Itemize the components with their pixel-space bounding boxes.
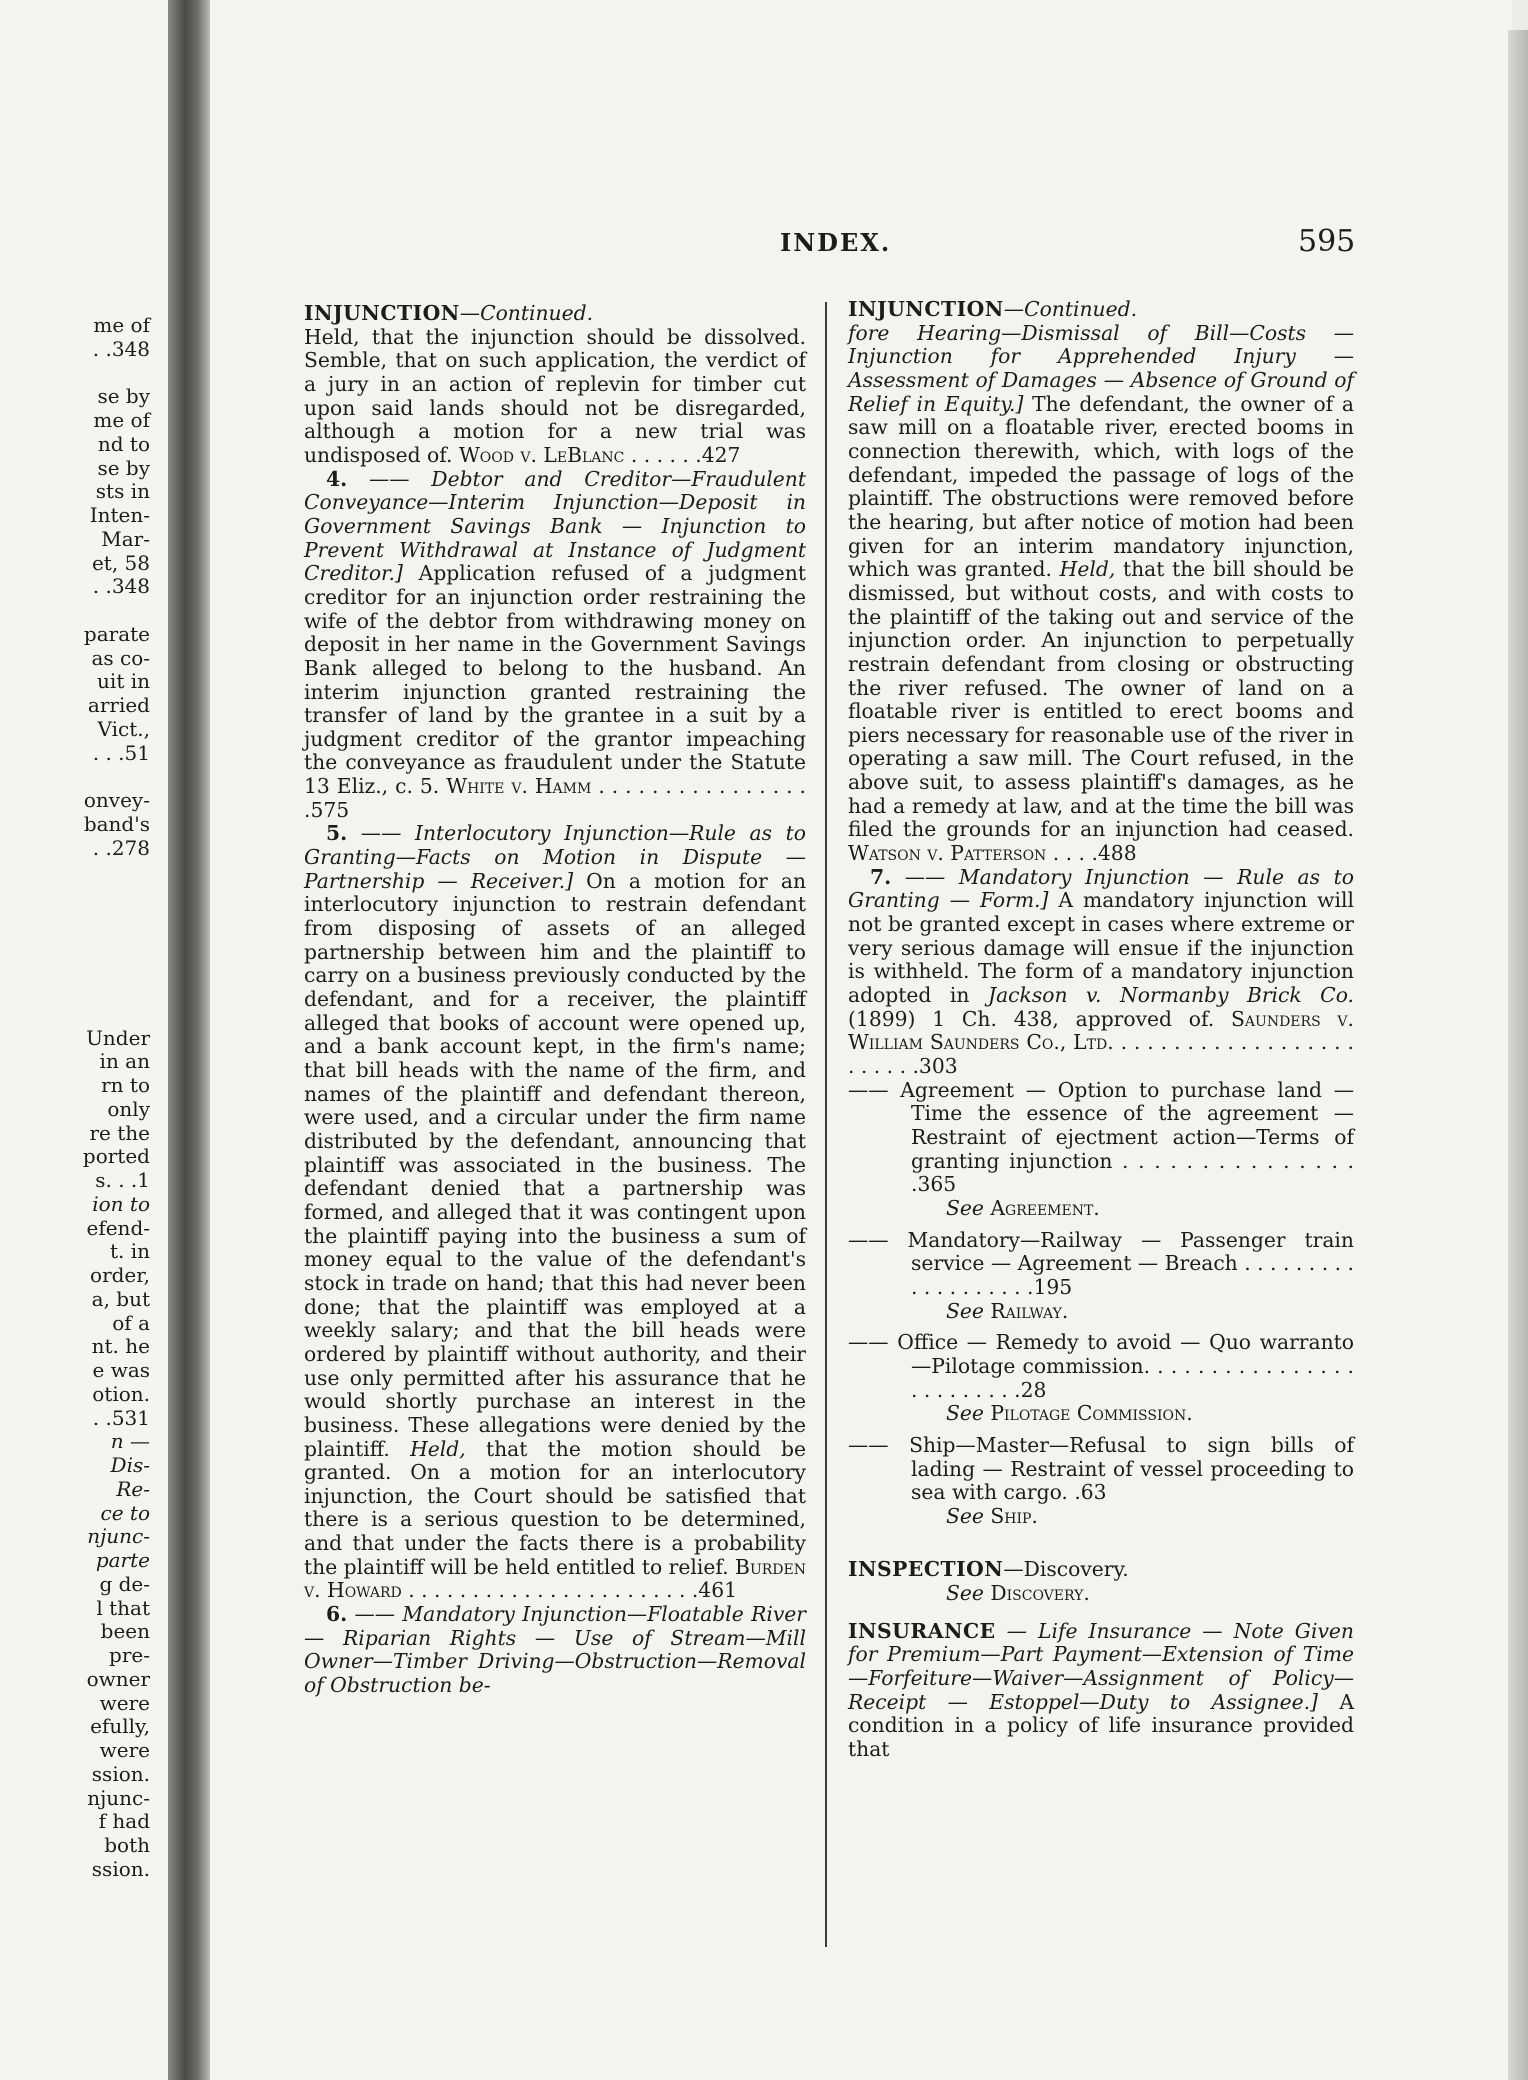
previous-page-line: t. in bbox=[109, 1239, 150, 1263]
entry-topic: —— Interlocutory Injunction—Rule as to Granting—Facts on Motion in Dispute — Partnership — Receiver.] bbox=[304, 821, 806, 893]
previous-page-line: pre- bbox=[109, 1643, 150, 1667]
previous-page-line: Vict., bbox=[97, 717, 150, 741]
previous-page-line: ssion. bbox=[91, 1762, 150, 1786]
index-entry-6-cont bbox=[848, 322, 1354, 866]
previous-page-line: re the bbox=[89, 1121, 150, 1145]
index-entry-6 bbox=[304, 1603, 806, 1698]
previous-page-line: band's bbox=[83, 812, 150, 836]
see-word: See bbox=[946, 1195, 984, 1220]
see-target: Ship. bbox=[990, 1503, 1038, 1528]
previous-page-line: owner bbox=[86, 1667, 150, 1691]
entry-text: (1899) 1 Ch. 438, approved of. bbox=[848, 1006, 1215, 1031]
previous-page-line: . .531 bbox=[92, 1406, 150, 1430]
previous-page-line: sts in bbox=[95, 479, 150, 503]
index-entry-inspection bbox=[848, 1558, 1354, 1582]
previous-page-line: me of bbox=[93, 313, 150, 337]
previous-page-line: only bbox=[107, 1097, 150, 1121]
cross-reference: —— Mandatory—Railway — Passenger train service — Agreement — Breach . . . . . . . . . . . . . . . . . . .195 bbox=[848, 1227, 1354, 1299]
see-word: See bbox=[946, 1503, 984, 1528]
index-entry-insurance bbox=[848, 1620, 1354, 1762]
entry-number: 4. bbox=[326, 466, 348, 491]
see-word: See bbox=[946, 1298, 984, 1323]
page-edge bbox=[1508, 30, 1528, 2080]
heading-inspection: INSPECTION bbox=[848, 1557, 1004, 1582]
previous-page-line: n — bbox=[110, 1429, 150, 1453]
previous-page-line: both bbox=[104, 1833, 150, 1857]
previous-page-line: a, but bbox=[91, 1287, 150, 1311]
previous-page-line: parte bbox=[95, 1548, 150, 1572]
cross-reference: —— Agreement — Option to purchase land — Time the essence of the agreement — Restraint of ejectment action—Terms of granting injunction . . . . . . . . . . . . . . . .365 bbox=[848, 1077, 1354, 1197]
page-ref: . . . .488 bbox=[1052, 841, 1137, 866]
previous-page-line: f had bbox=[98, 1809, 150, 1833]
see-reference bbox=[848, 1582, 1354, 1606]
previous-page-line: parate bbox=[83, 622, 150, 646]
previous-page-line: onvey- bbox=[83, 788, 150, 812]
case-name: Watson v. Patterson bbox=[848, 841, 1047, 866]
held-word: Held, bbox=[1059, 557, 1116, 582]
index-entry-7 bbox=[848, 866, 1354, 1079]
previous-page-line: ce to bbox=[100, 1501, 150, 1525]
see-target: Agreement. bbox=[990, 1195, 1100, 1220]
previous-page-line: were bbox=[99, 1738, 150, 1762]
entry-text: A condition in a policy of life insurance provided that bbox=[848, 1689, 1354, 1762]
previous-page-line: efully, bbox=[90, 1714, 150, 1738]
see-word: See bbox=[946, 1401, 984, 1426]
column-rule bbox=[825, 302, 827, 1947]
previous-page-line: Inten- bbox=[89, 503, 150, 527]
entry-text: The defendant, the owner of a saw mill on a floatable river, erected booms in connection therewith, which, with logs of the defendant, impeded the passage of logs of the plaintiff. The obstructions were removed before the hearing, but after notice of motion had been given for an interim mandatory injunction, which was granted. bbox=[848, 391, 1354, 582]
entry-number: 6. bbox=[326, 1602, 348, 1627]
cross-reference: —— Office — Remedy to avoid — Quo warranto—Pilotage commission. . . . . . . . . . . . . . . . . . . . . . . . .28 bbox=[848, 1330, 1354, 1402]
previous-page-line: njunc- bbox=[87, 1786, 150, 1810]
previous-page-line: me of bbox=[93, 408, 150, 432]
cross-reference: —— Ship—Master—Refusal to sign bills of lading — Restraint of vessel proceeding to sea with cargo. .63 bbox=[848, 1432, 1354, 1505]
running-header: INDEX. bbox=[780, 228, 892, 257]
previous-page-line: ion to bbox=[92, 1192, 150, 1216]
right-column bbox=[848, 298, 1354, 1762]
previous-page-line: Mar- bbox=[101, 527, 150, 551]
previous-page-line: . .348 bbox=[92, 337, 150, 361]
previous-page-line: nd to bbox=[97, 432, 150, 456]
column-heading bbox=[848, 298, 1354, 322]
previous-page-line: in an bbox=[99, 1049, 150, 1073]
heading-insurance: INSURANCE bbox=[848, 1618, 996, 1643]
index-entry bbox=[304, 326, 806, 468]
entry-text: Held, that the injunction should be dissolved. Semble, that on such application, the verdict of a jury in an action of replevin for timber cut upon said lands should not be disregarded, although a motion for a new trial was undisposed of. bbox=[304, 324, 806, 467]
entry-topic: — Life Insurance — Note Given for Premium—Part Payment—Extension of Time—Forfeiture—Waiver—Assignment of Policy—Receipt — Estoppel—Duty to Assignee.] bbox=[848, 1618, 1354, 1714]
see-target: Pilotage Commission. bbox=[990, 1401, 1193, 1426]
previous-page-line: l that bbox=[96, 1596, 150, 1620]
previous-page-line: efend- bbox=[86, 1216, 150, 1240]
page-ref: . . . . . . . . . . . . . . . . . . . . . . .461 bbox=[408, 1578, 738, 1603]
see-reference bbox=[848, 1197, 1354, 1221]
heading-continued: —Continued. bbox=[1003, 297, 1138, 321]
previous-page-line: of a bbox=[112, 1311, 150, 1335]
case-name: Burden v. Howard bbox=[304, 1554, 806, 1603]
previous-page-line: s. . .1 bbox=[95, 1168, 150, 1192]
previous-page-text bbox=[0, 0, 168, 2080]
heading-injunction: INJUNCTION bbox=[304, 301, 460, 325]
entry-topic: —— Mandatory Injunction — Rule as to Granting — Form.] bbox=[848, 864, 1354, 913]
previous-page-line: ssion. bbox=[91, 1857, 150, 1881]
see-target: Discovery. bbox=[990, 1581, 1090, 1606]
book-gutter bbox=[168, 0, 210, 2080]
page-number: 595 bbox=[1298, 224, 1356, 259]
previous-page-line: otion. bbox=[92, 1382, 150, 1406]
entry-topic: —— Mandatory Injunction—Floatable River — Riparian Rights — Use of Stream—Mill Owner—Timber Driving—Obstruction—Removal of Obstruction be- bbox=[304, 1602, 806, 1698]
previous-page-line: order, bbox=[90, 1263, 150, 1287]
previous-page-line: g de- bbox=[99, 1572, 150, 1596]
previous-page-line: Under bbox=[86, 1026, 150, 1050]
previous-page-line: were bbox=[99, 1691, 150, 1715]
previous-page-line: as co- bbox=[91, 646, 150, 670]
see-word: See bbox=[946, 1581, 984, 1606]
previous-page-line: uit in bbox=[97, 669, 150, 693]
see-reference bbox=[848, 1300, 1354, 1324]
previous-page-line: nt. he bbox=[91, 1334, 150, 1358]
previous-page-line: e was bbox=[92, 1358, 150, 1382]
heading-continued: —Continued. bbox=[459, 301, 594, 325]
case-name: Wood v. LeBlanc bbox=[458, 442, 625, 467]
entry-topic: —— Debtor and Creditor—Fraudulent Conveyance—Interim Injunction—Deposit in Government Savings Bank — Injunction to Prevent Withdrawal at Instance of Judgment Creditor.] bbox=[304, 466, 806, 586]
heading-injunction: INJUNCTION bbox=[848, 297, 1004, 321]
previous-page-line: et, 58 bbox=[91, 551, 150, 575]
previous-page-line: ported bbox=[82, 1144, 150, 1168]
case-name: White v. Hamm bbox=[446, 774, 592, 799]
previous-page-line: njunc- bbox=[87, 1524, 150, 1548]
see-target: Railway. bbox=[990, 1298, 1069, 1323]
held-word: Held, bbox=[410, 1436, 466, 1461]
previous-page-line: . .278 bbox=[92, 836, 150, 860]
page-ref: . . . . . .427 bbox=[630, 442, 741, 467]
entry-text: Application refused of a judgment creditor for an injunction order restraining the wife of the debtor from withdrawing money on deposit in her name in the Government Savings Bank alleged to belong to the husband. An interim injunction granted restraining the transfer of land by the grantee in a suit by a judgment creditor of the grantor impeaching the conveyance as fraudulent under the Statute 13 Eliz., c. 5. bbox=[304, 561, 806, 799]
entry-text: that the motion should be granted. On a motion for an interlocutory injunction, the Court should be satisfied that there is a serious question to be determined, and that under the facts there is a probability the plaintiff will be held entitled to relief. bbox=[304, 1436, 806, 1579]
see-reference bbox=[848, 1402, 1354, 1426]
entry-number: 7. bbox=[870, 864, 892, 889]
entry-text: On a motion for an interlocutory injunction to restrain defendant from disposing of assets of an alleged partnership between him and the plaintiff to carry on a business previously conducted by the defendant, and for a receiver, the plaintiff alleged that books of account were opened up, and a bank account kept, in the firm's name; that bill heads with the name of the firm, and names of the plaintiff and defendant thereon, were used, and a circular under the firm name distributed by the defendant, announcing that plaintiff was associated in the business. The defendant denied that a partnership was formed, and alleged that it was contingent upon the plaintiff paying into the business a sum of money equal to the value of the defendant's stock in trade on hand; that this had never been done; that the plaintiff was employed at a weekly salary; and that the bill heads were ordered by plaintiff without authority, and their use only permitted after his assurance that he would shortly purchase an interest in the business. These allegations were denied by the plaintiff. bbox=[304, 868, 807, 1461]
previous-page-line: been bbox=[100, 1619, 150, 1643]
previous-page-line: . . .51 bbox=[92, 741, 150, 765]
previous-page-line: rn to bbox=[101, 1073, 150, 1097]
previous-page-line: Re- bbox=[116, 1477, 150, 1501]
index-entry-5 bbox=[304, 822, 806, 1603]
left-column bbox=[304, 302, 806, 1698]
page-ref: . . . . . . . . . . . . . . . . . . . . . . . .303 bbox=[848, 1030, 1354, 1078]
entry-topic: fore Hearing—Dismissal of Bill—Costs — Injunction for Apprehended Injury — Assessment of Damages — Absence of Ground of Relief in Equity.] bbox=[848, 320, 1354, 416]
page-ref: . . . . . . . . . . . . . . . . .575 bbox=[304, 774, 807, 822]
previous-page-line: arried bbox=[87, 693, 150, 717]
previous-page-line: se by bbox=[97, 384, 150, 408]
entry-number: 5. bbox=[326, 821, 348, 846]
previous-page-line: Dis- bbox=[110, 1453, 150, 1477]
previous-page-line: se by bbox=[97, 456, 150, 480]
case-name: Saunders v. William Saunders Co., Ltd. bbox=[848, 1006, 1354, 1055]
case-citation: Jackson v. Normanby Brick Co. bbox=[987, 983, 1354, 1008]
column-heading bbox=[304, 302, 806, 326]
entry-text: —Discovery. bbox=[1003, 1557, 1129, 1582]
entry-text: A mandatory injunction will not be granted except in cases where extreme or very serious damage will ensue if the injunction is withheld. The form of a mandatory injunction adopted in bbox=[848, 888, 1354, 1008]
entry-text: that the bill should be dismissed, but without costs, and with costs to the plaintiff of the taking out and service of the injunction order. An injunction to perpetually restrain defendant from closing or obstructing the river refused. The owner of land on a floatable river is entitled to erect booms and piers necessary for reasonable use of the river in operating a saw mill. The Court refused, in the above suit, to assess plaintiff's damages, as he had a remedy at law, and at the time the bill was filed the grounds for an injunction had ceased. bbox=[848, 557, 1354, 842]
previous-page-line: . .348 bbox=[92, 574, 150, 598]
index-entry-4 bbox=[304, 468, 806, 823]
see-reference bbox=[848, 1505, 1354, 1529]
